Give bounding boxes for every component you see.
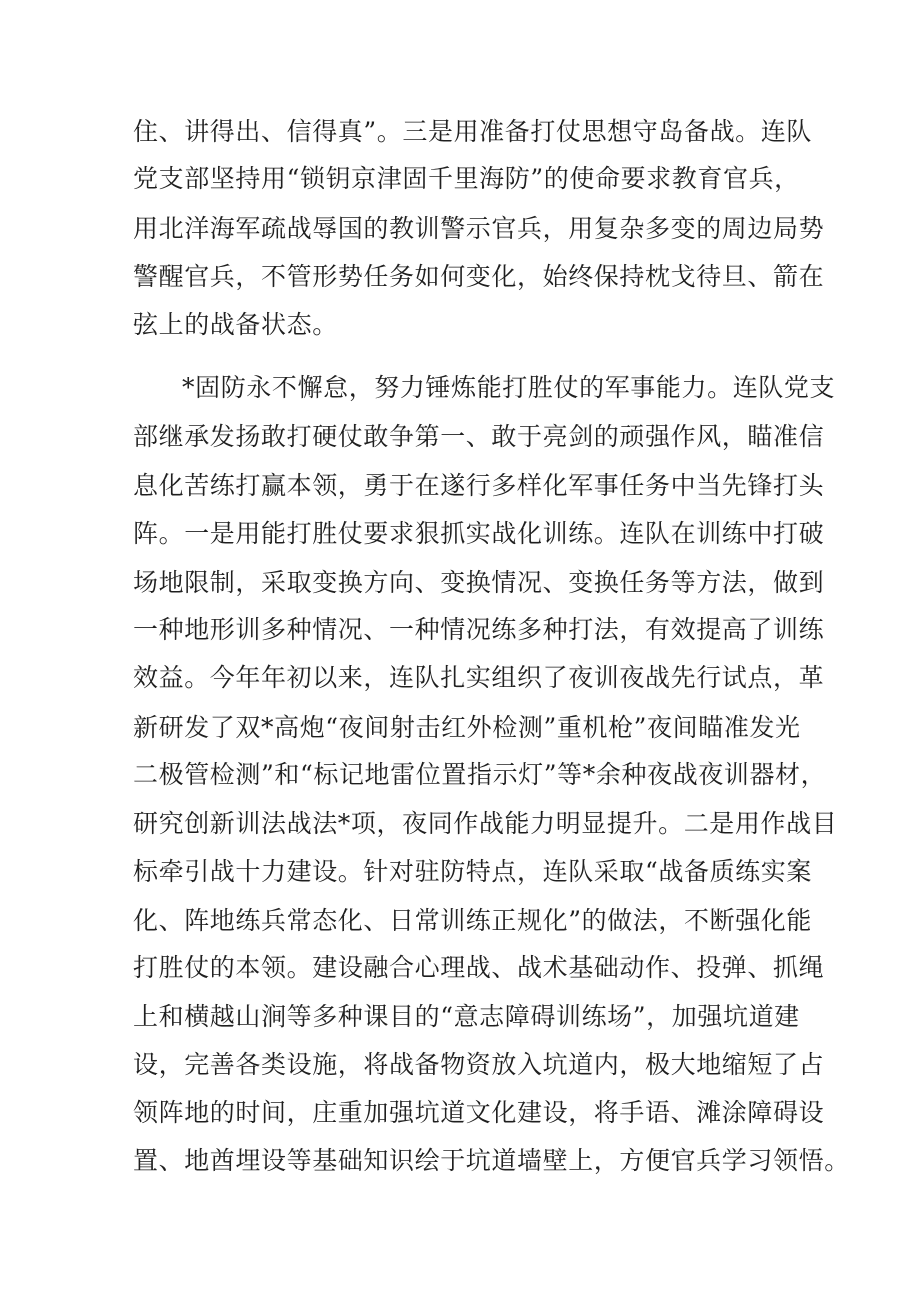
paragraph-2-line-3: 息化苦练打赢本领，勇于在遂行多样化军事任务中当先锋打头 <box>133 471 825 500</box>
paragraph-2-line-6: 一种地形训多种情况、一种情况练多种打法，有效提高了训练 <box>133 615 825 644</box>
paragraph-2-line-2: 部继承发扬敢打硬仗敢争第一、敢于亮剑的顽强作风，瞄准信 <box>133 422 825 451</box>
paragraph-2-line-7: 效益。今年年初以来，连队扎实组织了夜训夜战先行试点，革 <box>133 663 825 692</box>
paragraph-2-line-1: *固防永不懈怠，努力锤炼能打胜仗的军事能力。连队党支 <box>182 373 836 402</box>
paragraph-2-line-9: 二极管检测”和“标记地雷位置指示灯”等*余种夜战夜训器材， <box>133 760 827 789</box>
paragraph-2-line-8: 新研发了双*高炮“夜间射击红外检测”重机枪”夜间瞄准发光 <box>133 713 801 742</box>
paragraph-1-line-4: 警醒官兵，不管形势任务如何变化，始终保持枕戈待旦、箭在 <box>133 262 825 291</box>
paragraph-2-line-12: 化、阵地练兵常态化、日常训练正规化”的做法，不断强化能 <box>133 906 812 935</box>
paragraph-2-line-15: 设，完善各类设施，将战备物资放入坑道内，极大地缩短了占 <box>133 1050 825 1079</box>
paragraph-2-line-11: 标牵引战十力建设。针对驻防特点，连队采取“战备质练实案 <box>133 857 812 886</box>
paragraph-1-line-5: 弦上的战备状态。 <box>133 310 338 339</box>
paragraph-1-line-3: 用北洋海军疏战辱国的教训警示官兵，用复杂多变的周边局势 <box>133 214 825 243</box>
paragraph-2-line-14: 上和横越山涧等多种课目的“意志障碍训练场”，加强坑道建 <box>133 1002 800 1031</box>
paragraph-2-line-4: 阵。一是用能打胜仗要求狠抓实战化训练。连队在训练中打破 <box>133 519 825 548</box>
paragraph-2-line-5: 场地限制，采取变换方向、变换情况、变换任务等方法，做到 <box>133 568 825 597</box>
paragraph-1-line-2: 党支部坚持用“锁钥京津固千里海防”的使命要求教育官兵， <box>133 164 800 193</box>
paragraph-2-line-16: 领阵地的时间，庄重加强坑道文化建设，将手语、滩涂障碍设 <box>133 1098 825 1127</box>
paragraph-2-line-17: 置、地酋埋设等基础知识绘于坑道墙壁上，方便官兵学习领悟。 <box>133 1146 850 1175</box>
paragraph-2-line-13: 打胜仗的本领。建设融合心理战、战术基础动作、投弹、抓绳 <box>133 953 825 982</box>
paragraph-2-line-10: 研究创新训法战法*项，夜同作战能力明显提升。二是用作战目 <box>133 809 838 838</box>
paragraph-1-line-1: 住、讲得出、信得真”。三是用准备打仗思想守岛备战。连队 <box>133 117 812 146</box>
